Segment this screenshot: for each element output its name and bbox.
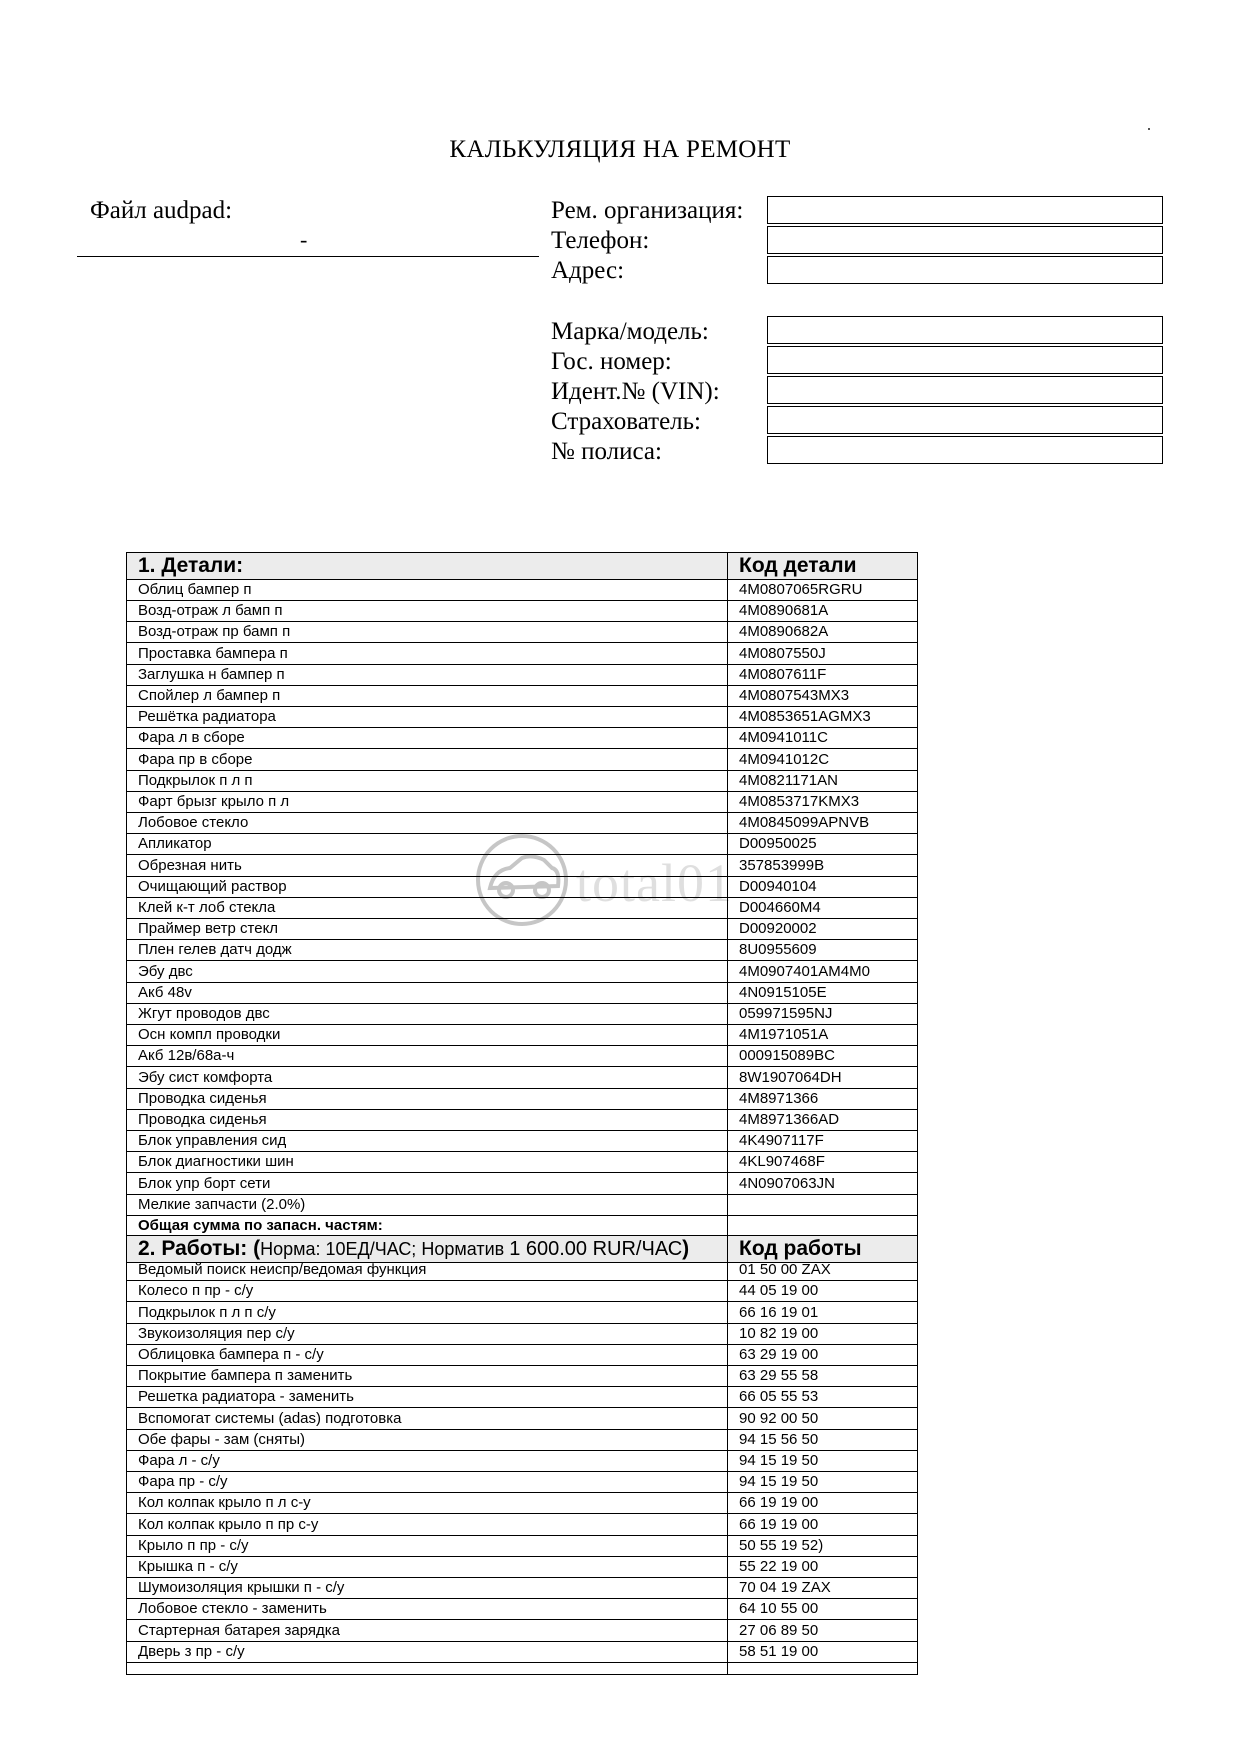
works-section-title (138, 1236, 689, 1262)
parts-row (126, 1089, 918, 1110)
part-code: 4M0845099APNVB (739, 814, 870, 832)
work-code: 63 29 55 58 (739, 1367, 819, 1385)
works-row (126, 1409, 918, 1430)
part-code: 4M8971366 (739, 1089, 819, 1107)
work-name: Покрытие бампера п заменить (138, 1367, 353, 1385)
work-code: 55 22 19 00 (739, 1558, 819, 1575)
parts-row (126, 1025, 918, 1046)
works-row (126, 1557, 918, 1578)
part-name: Решётка радиатора (138, 708, 276, 726)
parts-row (126, 686, 918, 707)
works-row (126, 1260, 918, 1281)
parts-row (126, 813, 918, 834)
phone-field[interactable] (767, 226, 1163, 254)
part-name: Облиц бампер п (138, 581, 252, 598)
works-code-header: Код работы (739, 1237, 862, 1261)
parts-row (126, 728, 918, 749)
part-code: 4M0890681A (739, 602, 829, 620)
parts-row (126, 898, 918, 919)
work-name: Лобовое стекло - заменить (138, 1600, 327, 1618)
part-name: Акб 48v (138, 983, 192, 1001)
part-code: D00940104 (739, 877, 817, 895)
work-name: Дверь з пр - с/у (138, 1642, 245, 1660)
works-row (126, 1515, 918, 1536)
parts-row (126, 644, 918, 665)
part-code: 4M0807065RGRU (739, 581, 863, 598)
part-code: 8U0955609 (739, 941, 817, 959)
part-name: Фарт брызг крыло п л (138, 793, 290, 810)
vin-label: Идент.№ (VIN): (551, 378, 720, 405)
works-title-text: 2. Работы: ( (138, 1237, 261, 1261)
parts-row (126, 1195, 918, 1216)
part-name: Заглушка н бампер п (138, 665, 285, 683)
part-code: 4M0821171AN (739, 771, 838, 789)
address-field[interactable] (767, 256, 1163, 284)
policy-number-field[interactable] (767, 436, 1163, 464)
part-name: Проставка бампера п (138, 644, 288, 662)
works-row (126, 1536, 918, 1557)
work-code: 90 92 00 50 (739, 1409, 819, 1427)
work-code: 27 06 89 50 (739, 1621, 819, 1639)
part-name: Осн компл проводки (138, 1026, 281, 1044)
works-row (126, 1642, 918, 1663)
file-underline (77, 256, 539, 257)
parts-row (126, 622, 918, 643)
parts-row (126, 580, 918, 601)
part-code: D00920002 (739, 920, 817, 938)
work-code: 44 05 19 00 (739, 1282, 819, 1300)
part-code: 000915089BC (739, 1047, 835, 1065)
works-row (126, 1281, 918, 1302)
parts-code-header: Код детали (739, 554, 857, 577)
part-code: 4KL907468F (739, 1153, 825, 1171)
work-name: Облицовка бампера п - с/у (138, 1346, 324, 1363)
work-code: 94 15 19 50 (739, 1452, 819, 1469)
part-code: D004660M4 (739, 899, 821, 916)
part-name: Праймер ветр стекл (138, 920, 279, 938)
insurer-label: Страхователь: (551, 408, 701, 435)
part-name: Мелкие запчасти (2.0%) (138, 1195, 306, 1213)
part-name: Фара л в сборе (138, 729, 245, 747)
part-name: Проводка сиденья (138, 1089, 267, 1107)
part-name: Лобовое стекло (138, 814, 249, 832)
work-name: Шумоизоляция крышки п - с/у (138, 1579, 345, 1597)
parts-row (126, 919, 918, 940)
works-row (126, 1451, 918, 1472)
work-code: 66 19 19 00 (739, 1515, 819, 1533)
parts-row (126, 1046, 918, 1067)
part-code: 4M0890682A (739, 623, 829, 641)
parts-section-title: 1. Детали: (138, 554, 244, 577)
works-row (126, 1387, 918, 1408)
part-code: 4M1971051A (739, 1026, 829, 1044)
part-code: 4M0807611F (739, 665, 827, 683)
work-code: 64 10 55 00 (739, 1600, 819, 1618)
parts-row (126, 771, 918, 792)
work-code: 63 29 19 00 (739, 1346, 819, 1363)
part-name: Клей к-т лоб стекла (138, 899, 276, 916)
part-code: 4M0853717KMX3 (739, 793, 860, 810)
works-title-close: ) (682, 1237, 690, 1261)
work-name: Стартерная батарея зарядка (138, 1621, 340, 1639)
repair-org-field[interactable] (767, 196, 1163, 224)
parts-header-row (126, 552, 918, 580)
parts-row (126, 792, 918, 813)
work-name: Подкрылок п л п с/у (138, 1303, 276, 1321)
file-value: - (300, 227, 308, 252)
parts-row (126, 1004, 918, 1025)
parts-total-row (126, 1216, 918, 1237)
part-name: Эбу двс (138, 962, 193, 980)
parts-row (126, 1068, 918, 1089)
parts-total-label: Общая сумма по запасн. частям: (138, 1217, 383, 1234)
work-code: 66 05 55 53 (739, 1388, 819, 1406)
part-code: 4K4907117F (739, 1132, 824, 1150)
works-row (126, 1430, 918, 1451)
parts-row (126, 707, 918, 728)
part-name: Акб 12в/68а-ч (138, 1047, 235, 1065)
parts-row (126, 877, 918, 898)
work-name: Фара л - с/у (138, 1452, 220, 1469)
work-name: Ведомый поиск неиспр/ведомая функция (138, 1261, 427, 1279)
part-code: 4N0915105E (739, 983, 827, 1001)
work-name: Кол колпак крыло п пр с-у (138, 1515, 319, 1533)
work-name: Обе фары - зам (сняты) (138, 1430, 305, 1448)
part-name: Спойлер л бампер п (138, 687, 281, 704)
work-code: 66 19 19 00 (739, 1494, 819, 1512)
work-name: Крышка п - с/у (138, 1558, 238, 1575)
watermark-text: total01 (576, 853, 733, 913)
work-code: 94 15 56 50 (739, 1430, 819, 1448)
file-label: Файл audpad: (90, 197, 233, 224)
work-name: Звукоизоляция пер с/у (138, 1324, 295, 1342)
part-name: Блок управления сид (138, 1132, 287, 1150)
part-code: 8W1907064DH (739, 1068, 842, 1086)
policy-number-label: № полиса: (551, 438, 662, 465)
repair-org-label: Рем. организация: (551, 197, 744, 224)
parts-row (126, 750, 918, 771)
parts-row (126, 1174, 918, 1195)
corner-dot (1148, 128, 1150, 130)
parts-row (126, 856, 918, 877)
part-name: Возд-отраж пр бамп п (138, 623, 291, 641)
parts-row (126, 665, 918, 686)
make-model-label: Марка/модель: (551, 318, 709, 345)
parts-row (126, 834, 918, 855)
work-name: Решетка радиатора - заменить (138, 1388, 354, 1406)
works-row (126, 1324, 918, 1345)
work-code: 10 82 19 00 (739, 1324, 819, 1342)
parts-row (126, 1152, 918, 1173)
works-row (126, 1303, 918, 1324)
part-name: Апликатор (138, 835, 212, 853)
parts-row (126, 962, 918, 983)
works-row (126, 1472, 918, 1493)
part-name: Жгут проводов двс (138, 1005, 270, 1022)
plate-number-field[interactable] (767, 346, 1163, 374)
work-name: Колесо п пр - с/у (138, 1282, 254, 1300)
works-row (126, 1621, 918, 1642)
parts-row (126, 983, 918, 1004)
work-name: Крыло п пр - с/у (138, 1536, 249, 1554)
parts-row (126, 601, 918, 622)
document-title: КАЛЬКУЛЯЦИЯ НА РЕМОНТ (449, 136, 791, 163)
part-code: 059971595NJ (739, 1005, 833, 1022)
parts-row (126, 1131, 918, 1152)
part-name: Обрезная нить (138, 856, 242, 874)
part-code: 4M0807550J (739, 644, 826, 662)
part-name: Подкрылок п л п (138, 771, 253, 789)
part-name: Проводка сиденья (138, 1111, 267, 1128)
plate-number-label: Гос. номер: (551, 348, 672, 375)
part-name: Блок упр борт сети (138, 1174, 271, 1192)
work-name: Фара пр - с/у (138, 1473, 228, 1491)
part-code: 4M0941012C (739, 750, 830, 768)
part-name: Блок диагностики шин (138, 1153, 294, 1171)
work-code: 70 04 19 ZAX (739, 1579, 831, 1597)
work-name: Кол колпак крыло п л с-у (138, 1494, 311, 1512)
work-code: 94 15 19 50 (739, 1473, 819, 1491)
part-code: 4M0853651AGMX3 (739, 708, 871, 726)
phone-label: Телефон: (551, 227, 650, 254)
works-norm-text: Норма: 10ЕД/ЧАС; Норматив (260, 1239, 510, 1260)
part-name: Очищающий раствор (138, 877, 287, 895)
works-header-row (126, 1235, 918, 1263)
part-name: Эбу сист комфорта (138, 1068, 273, 1086)
part-code: 4M0807543MX3 (739, 687, 850, 704)
make-model-field[interactable] (767, 316, 1163, 344)
part-name: Фара пр в сборе (138, 750, 253, 768)
work-name: Вспомогат системы (adas) подготовка (138, 1409, 402, 1427)
works-rate-text: 1 600.00 RUR/ЧАС (509, 1238, 683, 1261)
works-row (126, 1493, 918, 1514)
part-name: Возд-отраж л бамп п (138, 602, 283, 620)
works-row (126, 1578, 918, 1599)
parts-row (126, 1110, 918, 1131)
address-label: Адрес: (551, 257, 625, 284)
work-code: 66 16 19 01 (739, 1303, 819, 1321)
works-row (126, 1366, 918, 1387)
work-code: 50 55 19 52) (739, 1536, 824, 1554)
works-row (126, 1599, 918, 1620)
part-name: Плен гелев датч додж (138, 941, 292, 959)
work-code: 01 50 00 ZAX (739, 1261, 831, 1279)
parts-row (126, 940, 918, 961)
part-code: 4N0907063JN (739, 1174, 835, 1192)
insurer-field[interactable] (767, 406, 1163, 434)
vin-field[interactable] (767, 376, 1163, 404)
part-code: D00950025 (739, 835, 817, 853)
part-code: 357853999B (739, 856, 825, 874)
work-code: 58 51 19 00 (739, 1642, 819, 1660)
works-row (126, 1345, 918, 1366)
part-code: 4M0941011C (739, 729, 828, 747)
part-code: 4M0907401AM4M0 (739, 962, 870, 980)
part-code: 4M8971366AD (739, 1111, 840, 1128)
